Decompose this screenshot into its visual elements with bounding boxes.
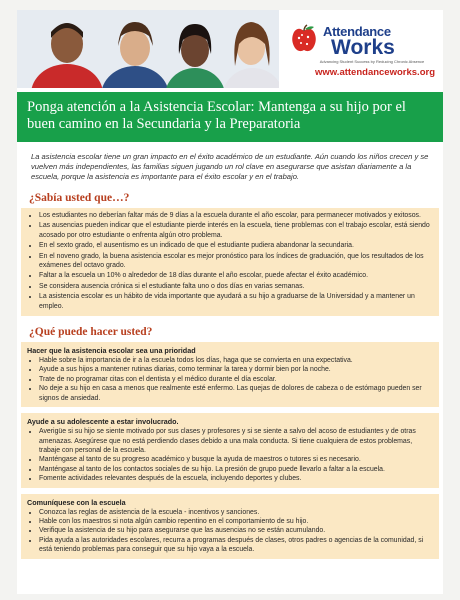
list-item: • Manténgase al tanto de los contactos sociales de su hijo. La presión de grupo puede llevarlo a faltar a la escuela. xyxy=(39,465,433,474)
logo-text-line2: Works xyxy=(331,36,395,59)
communicate-list xyxy=(27,508,433,555)
group-heading: Comuníquese con la escuela xyxy=(27,497,126,507)
students-photo xyxy=(17,10,279,88)
list-item: • Faltar a la escuela un 10% o alrededor de 18 días durante el año escolar, puede afectar el éxito académico. xyxy=(39,271,433,280)
intro-paragraph: La asistencia escolar tiene un gran impacto en el éxito académico de un estudiante. Aún cuando los niños crecen y se vuelven más independientes, las familias siguen jugando un rol clave en asegurarse que asistan diariamente a la escuela, porque la asistencia es importante para el éxito escolar y en el trabajo. xyxy=(31,152,429,181)
did-you-know-list xyxy=(27,211,433,311)
list-item: • Hable con los maestros si nota algún cambio repentino en el comportamiento de su hijo. xyxy=(39,517,433,526)
list-item: • Los estudiantes no deberían faltar más de 9 días a la escuela durante el año escolar, para permanecer motivados y exitosos. xyxy=(39,211,433,220)
priority-box xyxy=(21,342,439,407)
did-you-know-box xyxy=(21,208,439,316)
list-item: • Fomente actividades relevantes después de la escuela, incluyendo deportes y clubes. xyxy=(39,474,433,483)
list-item: • En el sexto grado, el ausentismo es un indicado de que el estudiante pudiera abandonar la secundaria. xyxy=(39,241,433,250)
list-item: • La asistencia escolar es un hábito de vida importante que ayudará a su hijo a graduarse de la Universidad y a mantener un empleo. xyxy=(39,292,433,311)
header xyxy=(17,10,443,88)
flyer-page xyxy=(17,10,443,594)
list-item: • Conozca las reglas de asistencia de la escuela - incentivos y sanciones. xyxy=(39,508,433,517)
list-item: • En el noveno grado, la buena asistencia escolar es mejor pronóstico para los índices de graduación, que los resultados de los exámenes del octavo grado. xyxy=(39,252,433,271)
logo-text-line1: Attendance xyxy=(323,24,391,39)
page-title: Ponga atención a la Asistencia Escolar: Mantenga a su hijo por el buen camino en la Secundaria y la Preparatoria xyxy=(27,99,406,132)
group-heading: Ayude a su adolescente a estar involucrado. xyxy=(27,417,179,427)
list-item: • Verifique la asistencia de su hijo para asegurarse que las ausencias no se están acumulando. xyxy=(39,526,433,535)
priority-list xyxy=(27,356,433,403)
title-banner xyxy=(17,92,443,142)
apple-icon xyxy=(289,24,319,54)
website-link[interactable]: www.attendanceworks.org xyxy=(314,67,435,78)
list-item: • Ayude a sus hijos a mantener rutinas diarias, como terminar la tarea y dormir bien por la noche. xyxy=(39,365,433,374)
involvement-list xyxy=(27,427,433,483)
list-item: • No deje a su hijo en casa a menos que realmente esté enfermo. Las quejas de dolores de cabeza o de estómago pueden ser signos de ansiedad. xyxy=(39,384,433,403)
section-did-you-know-title: ¿Sabía usted que…? xyxy=(29,192,130,204)
list-item: • Hable sobre la importancia de ir a la escuela todos los días, haga que se convierta en una expectativa. xyxy=(39,356,433,365)
list-item: • Manténgase al tanto de su progreso académico y busque la ayuda de maestros o tutores si es necesario. xyxy=(39,455,433,464)
involvement-box xyxy=(21,413,439,487)
list-item: • Se considera ausencia crónica si el estudiante falta uno o dos días en varias semanas. xyxy=(39,282,433,291)
logo-tagline: Advancing Student Success by Reducing Chronic Absence xyxy=(319,59,425,64)
communicate-box xyxy=(21,494,439,559)
list-item: • Averigüe si su hijo se siente motivado por sus clases y profesores y si se siente a salvo del acoso de estudiantes y de otras amenazas. Asegúrese que no está perdiendo clases debido a una mala conducta. Si tiene cualquiera de estos problemas, trabaje con personal de la escuela. xyxy=(39,427,433,455)
list-item: • Trate de no programar citas con el dentista y el médico durante el día escolar. xyxy=(39,375,433,384)
list-item: • Pida ayuda a las autoridades escolares, recurra a programas después de clases, otros padres o agencias de la comunidad, si está teniendo problemas para conseguir que su hijo vaya a la escuela. xyxy=(39,536,433,555)
list-item: • Las ausencias pueden indicar que el estudiante pierde interés en la escuela, tiene problemas con el trabajo escolar, está siendo acosado por otro estudiante o enfrenta algún otro problema. xyxy=(39,221,433,240)
section-what-can-you-do-title: ¿Qué puede hacer usted? xyxy=(29,326,153,339)
students-illustration xyxy=(17,10,279,88)
group-heading: Hacer que la asistencia escolar sea una prioridad xyxy=(27,346,196,356)
